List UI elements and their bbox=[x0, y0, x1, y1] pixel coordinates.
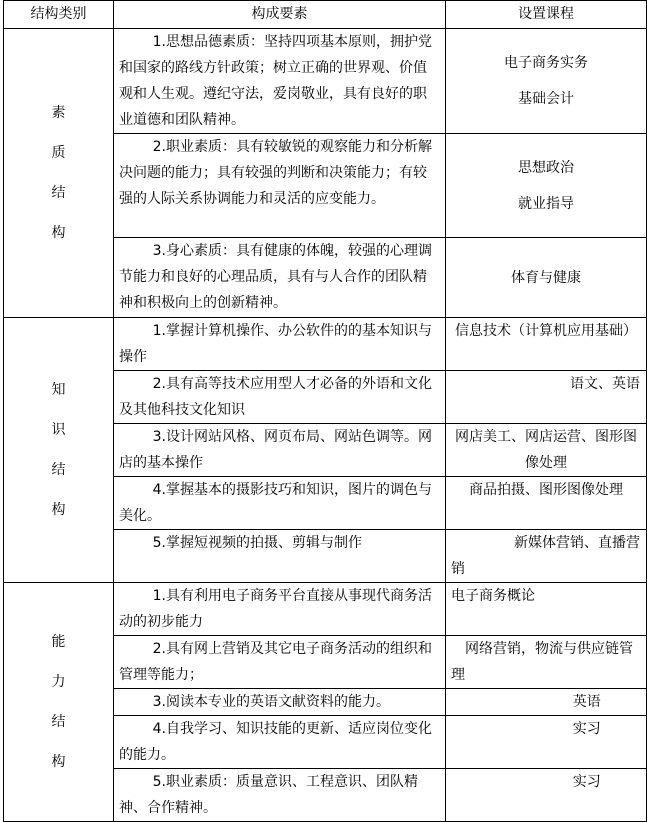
course-cell bbox=[446, 689, 647, 716]
course-cell bbox=[446, 238, 647, 318]
element-cell: 5.职业素质：质量意识、工程意识、团队精神、合作精神。 bbox=[114, 769, 446, 822]
course-cell bbox=[446, 769, 647, 822]
element-cell: 2.职业素质：具有较敏锐的观察能力和分析解决问题的能力；具有较强的判断和决策能力；有较强的人际关系协调能力和灵活的应变能力。 bbox=[114, 134, 446, 238]
header-elements: 构成要素 bbox=[114, 1, 446, 29]
course-name: 电子商务概论 bbox=[451, 588, 535, 604]
element-cell: 4.掌握基本的摄影技巧和知识，图片的调色与美化。 bbox=[114, 477, 446, 530]
course-name: 商品拍摄、图形图像处理 bbox=[469, 482, 623, 498]
course-name: 语文、英语 bbox=[570, 376, 640, 392]
course-cell bbox=[446, 134, 647, 238]
category-char: 知 bbox=[51, 382, 66, 398]
category-char: 构 bbox=[51, 502, 66, 518]
element-cell: 2.具有网上营销及其它电子商务活动的组织和管理等能力； bbox=[114, 636, 446, 689]
course-name: 网店美工、网店运营、图形图像处理 bbox=[455, 429, 637, 471]
course-cell bbox=[446, 716, 647, 769]
course-cell bbox=[446, 29, 647, 134]
category-char: 能 bbox=[51, 634, 66, 650]
course-cell bbox=[446, 424, 647, 477]
category-char: 结 bbox=[51, 462, 66, 478]
element-cell: 1.掌握计算机操作、办公软件的的基本知识与操作 bbox=[114, 318, 446, 371]
element-cell: 3.身心素质：具有健康的体魄，较强的心理调节能力和良好的心理品质，具有与人合作的团队精神和积极向上的创新精神。 bbox=[114, 238, 446, 318]
category-char: 素 bbox=[51, 105, 66, 121]
element-cell: 4.自我学习、知识技能的更新、适应岗位变化的能力。 bbox=[114, 716, 446, 769]
category-char: 构 bbox=[51, 754, 66, 770]
element-cell: 2.具有高等技术应用型人才必备的外语和文化及其他科技文化知识 bbox=[114, 371, 446, 424]
course-cell bbox=[446, 530, 647, 583]
element-cell: 1.具有利用电子商务平台直接从事现代商务活动的初步能力 bbox=[114, 583, 446, 636]
element-cell: 3.阅读本专业的英语文献资料的能力。 bbox=[114, 689, 446, 716]
table-row bbox=[4, 583, 647, 636]
course-name: 实习 bbox=[572, 774, 601, 790]
category-char: 结 bbox=[51, 185, 66, 201]
course-cell bbox=[446, 318, 647, 371]
header-category: 结构类别 bbox=[4, 1, 114, 29]
header-row bbox=[4, 1, 647, 29]
course-name: 电子商务实务 bbox=[504, 55, 588, 71]
element-cell: 5.掌握短视频的拍摄、剪辑与制作 bbox=[114, 530, 446, 583]
category-cell bbox=[4, 318, 114, 583]
category-char: 识 bbox=[51, 422, 66, 438]
course-cell bbox=[446, 371, 647, 424]
table-row bbox=[4, 318, 647, 371]
category-cell bbox=[4, 583, 114, 822]
course-name: 网络营销，物流与供应链管理 bbox=[451, 641, 633, 683]
course-cell bbox=[446, 583, 647, 636]
category-char: 质 bbox=[51, 145, 66, 161]
course-cell bbox=[446, 477, 647, 530]
course-name: 基础会计 bbox=[518, 91, 574, 107]
course-name: 体育与健康 bbox=[511, 269, 581, 286]
course-name: 实习 bbox=[572, 721, 601, 737]
curriculum-table bbox=[3, 0, 647, 822]
course-name: 英语 bbox=[572, 694, 601, 710]
category-char: 结 bbox=[51, 714, 66, 730]
course-cell bbox=[446, 636, 647, 689]
course-name: 就业指导 bbox=[518, 195, 574, 212]
table-row bbox=[4, 29, 647, 134]
course-name: 新媒体营销、直播营销 bbox=[451, 535, 640, 577]
category-cell bbox=[4, 29, 114, 318]
course-name: 信息技术（计算机应用基础） bbox=[455, 323, 637, 339]
category-char: 力 bbox=[51, 674, 66, 690]
element-cell: 1.思想品德素质：坚持四项基本原则，拥护党和国家的路线方针政策；树立正确的世界观、价值观和人生观。遵纪守法，爱岗敬业，具有良好的职业道德和团队精神。 bbox=[114, 29, 446, 134]
category-char: 构 bbox=[51, 225, 66, 241]
element-cell: 3.设计网站风格、网页布局、网站色调等。网店的基本操作 bbox=[114, 424, 446, 477]
course-name: 思想政治 bbox=[518, 159, 574, 176]
header-courses: 设置课程 bbox=[446, 1, 647, 29]
